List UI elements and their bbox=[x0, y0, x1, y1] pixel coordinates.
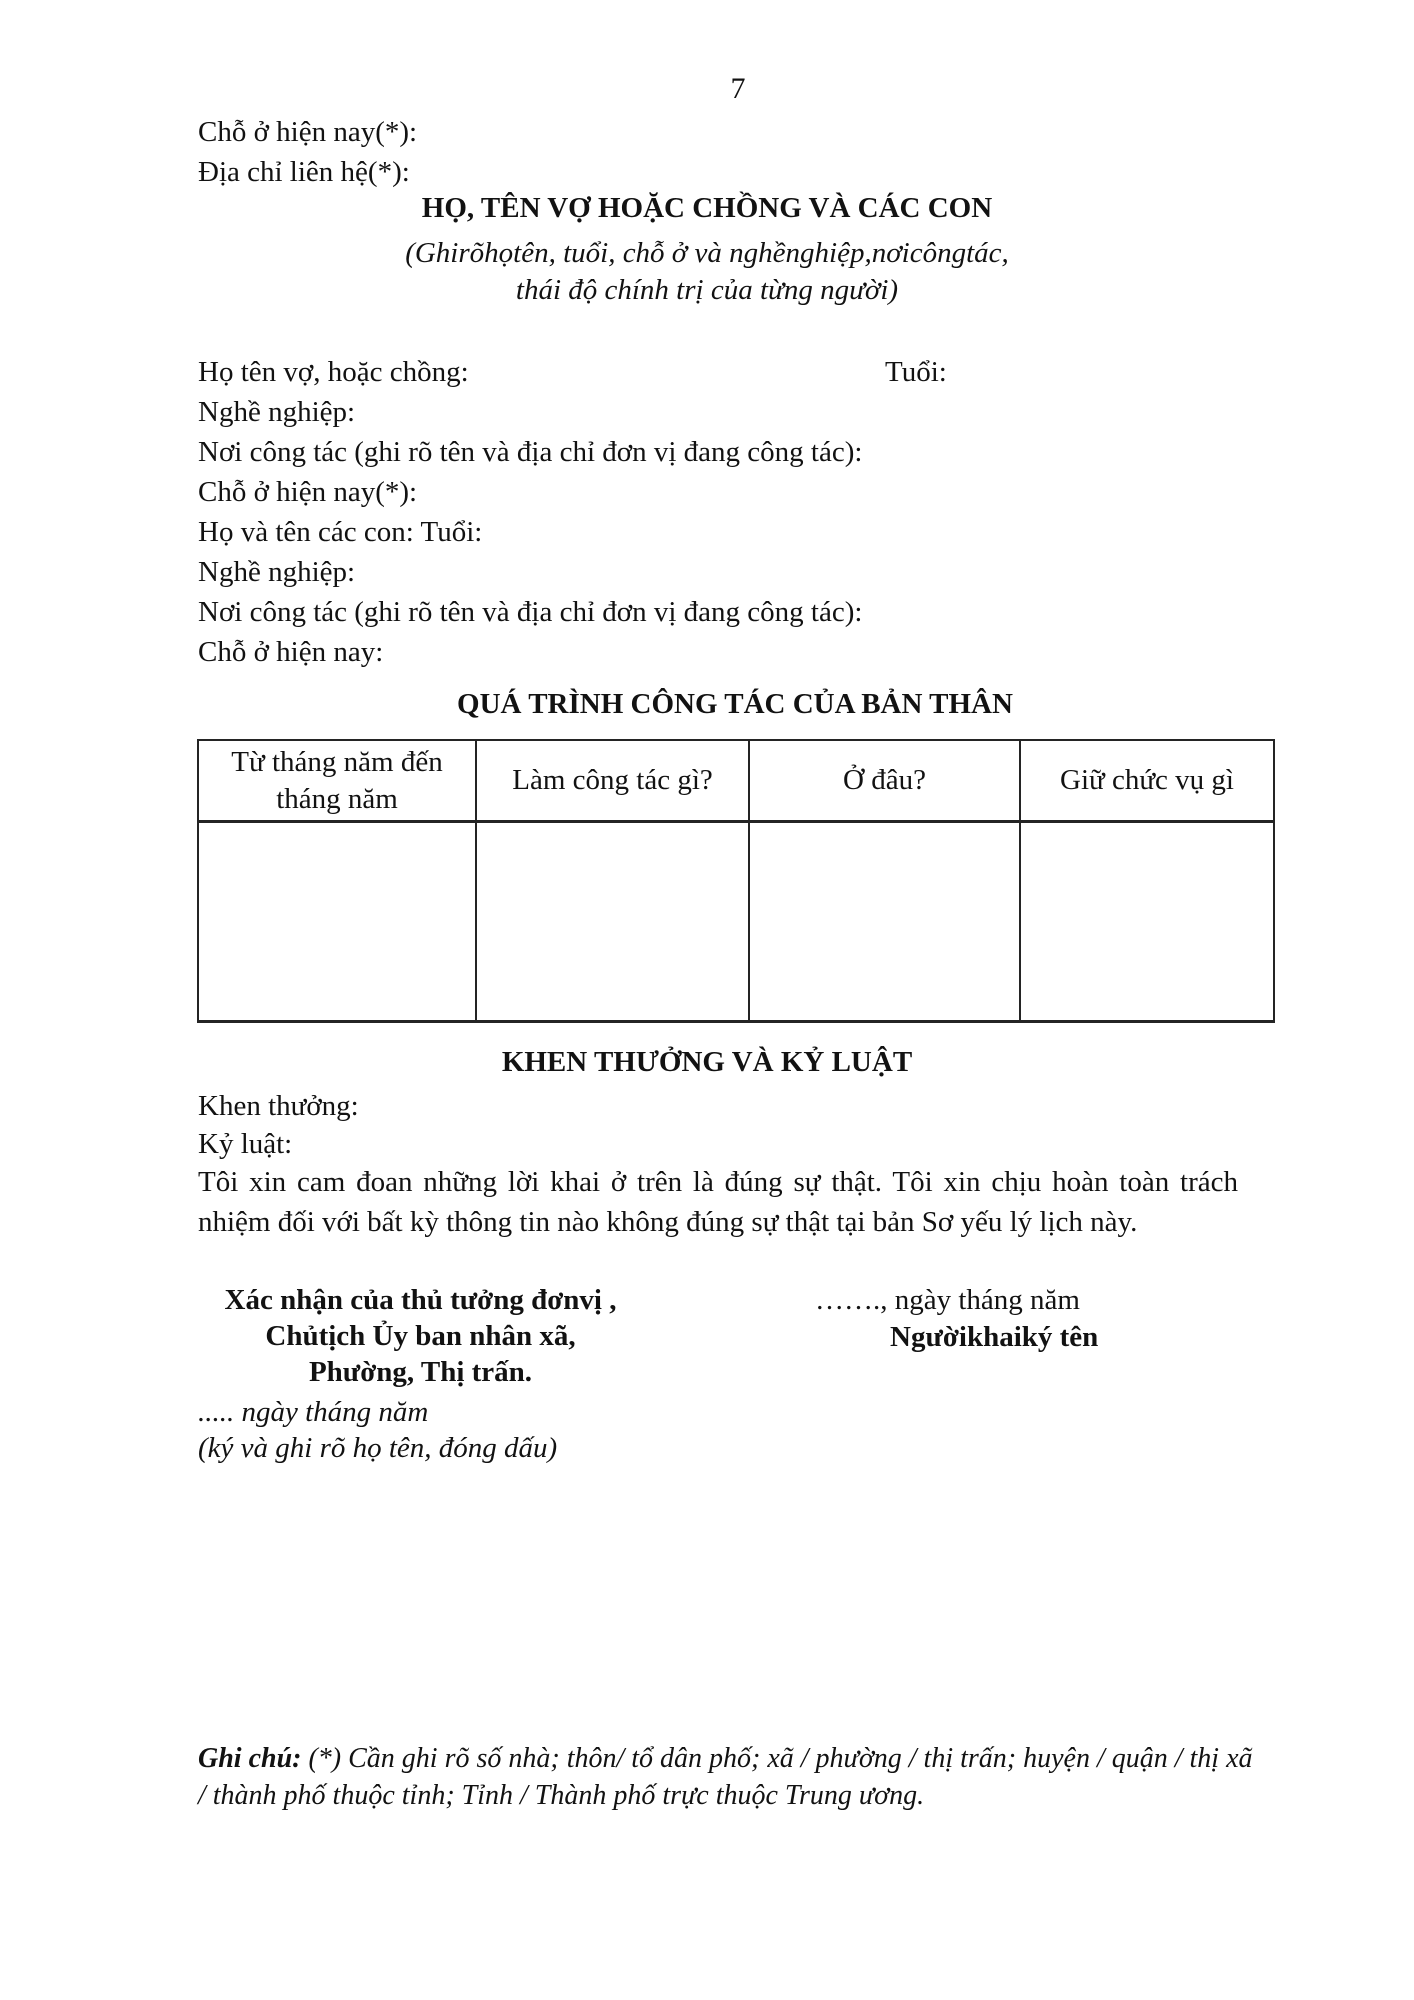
field-residence-1: Chỗ ở hiện nay(*): bbox=[198, 476, 418, 508]
confirmer-title-line1: Xác nhận của thủ tưởng đơnvị , bbox=[224, 1284, 617, 1316]
confirmer-date-block bbox=[198, 1394, 643, 1466]
footnote-label: Ghi chú: bbox=[198, 1743, 302, 1774]
field-current-residence: Chỗ ở hiện nay(*): bbox=[198, 116, 418, 148]
declarant-signer-line: Ngườikhaiký tên bbox=[890, 1321, 1099, 1353]
family-fields bbox=[198, 352, 1318, 672]
column-header-where: Ở đâu? bbox=[749, 740, 1020, 822]
field-children-names: Họ và tên các con: Tuổi: bbox=[198, 516, 483, 548]
work-history-table bbox=[197, 739, 1275, 1023]
family-subtitle-line2: thái độ chính trị của từng người) bbox=[515, 274, 899, 306]
field-spouse-age: Tuổi: bbox=[885, 356, 947, 388]
cell-period bbox=[198, 822, 476, 1022]
field-reward: Khen thưởng: bbox=[198, 1090, 359, 1122]
column-header-work: Làm công tác gì? bbox=[476, 740, 749, 822]
confirmer-date-line: ..... ngày tháng năm bbox=[198, 1396, 429, 1428]
signature-left-block bbox=[198, 1282, 643, 1466]
field-occupation-1: Nghề nghiệp: bbox=[198, 396, 356, 428]
rewards-section-title: KHEN THƯỞNG VÀ KỶ LUẬT bbox=[501, 1046, 913, 1078]
family-section-title: HỌ, TÊN VỢ HOẶC CHỒNG VÀ CÁC CON bbox=[421, 192, 993, 224]
confirmer-title-line2: Chủtịch Ủy ban nhân xã, bbox=[265, 1320, 576, 1352]
table-header-row bbox=[198, 740, 1274, 822]
work-history-title: QUÁ TRÌNH CÔNG TÁC CỦA BẢN THÂN bbox=[457, 688, 1013, 720]
field-spouse-name: Họ tên vợ, hoặc chồng: bbox=[198, 356, 469, 388]
cell-work bbox=[476, 822, 749, 1022]
field-residence-2: Chỗ ở hiện nay: bbox=[198, 636, 384, 668]
family-section-subtitle bbox=[0, 235, 1414, 309]
cell-where bbox=[749, 822, 1020, 1022]
footnote bbox=[198, 1740, 1268, 1814]
declaration-paragraph bbox=[198, 1162, 1238, 1242]
intro-fields bbox=[198, 112, 417, 192]
field-contact-address: Địa chỉ liên hệ(*): bbox=[198, 156, 410, 188]
field-occupation-2: Nghề nghiệp: bbox=[198, 556, 356, 588]
field-workplace-2: Nơi công tác (ghi rõ tên và địa chỉ đơn vị đang công tác): bbox=[198, 596, 863, 628]
cell-position bbox=[1020, 822, 1274, 1022]
field-discipline: Kỷ luật: bbox=[198, 1128, 293, 1160]
field-workplace-1: Nơi công tác (ghi rõ tên và địa chỉ đơn vị đang công tác): bbox=[198, 436, 863, 468]
page-number: 7 bbox=[730, 72, 746, 105]
column-header-period: Từ tháng năm đến tháng năm bbox=[198, 740, 476, 822]
confirmer-title-line3: Phường, Thị trấn. bbox=[308, 1356, 533, 1388]
confirmer-sign-instruction: (ký và ghi rõ họ tên, đóng dấu) bbox=[198, 1432, 558, 1464]
declaration-line2: nhiệm đối với bất kỳ thông tin nào không đúng sự thật tại bản Sơ yếu lý lịch này. bbox=[198, 1206, 1138, 1238]
column-header-position: Giữ chức vụ gì bbox=[1020, 740, 1274, 822]
signature-right-block bbox=[815, 1282, 1135, 1356]
table-row bbox=[198, 822, 1274, 1022]
declaration-line1: Tôi xin cam đoan những lời khai ở trên là đúng sự thật. Tôi xin chịu hoàn toàn trách bbox=[198, 1166, 1238, 1198]
family-subtitle-line1: (Ghirõhọtên, tuổi, chỗ ở và nghềnghiệp,nơicôngtác, bbox=[405, 237, 1009, 269]
rewards-fields bbox=[198, 1087, 359, 1163]
field-spouse-name-row bbox=[198, 352, 1318, 392]
footnote-line2: / thành phố thuộc tỉnh; Tỉnh / Thành phố trực thuộc Trung ương. bbox=[198, 1780, 925, 1811]
footnote-line1 bbox=[198, 1740, 1268, 1777]
footnote-line1-text: (*) Cần ghi rõ số nhà; thôn/ tổ dân phố; xã / phường / thị trấn; huyện / quận / thị xã bbox=[301, 1743, 1253, 1774]
declarant-date-line: ……., ngày tháng năm bbox=[815, 1284, 1080, 1316]
